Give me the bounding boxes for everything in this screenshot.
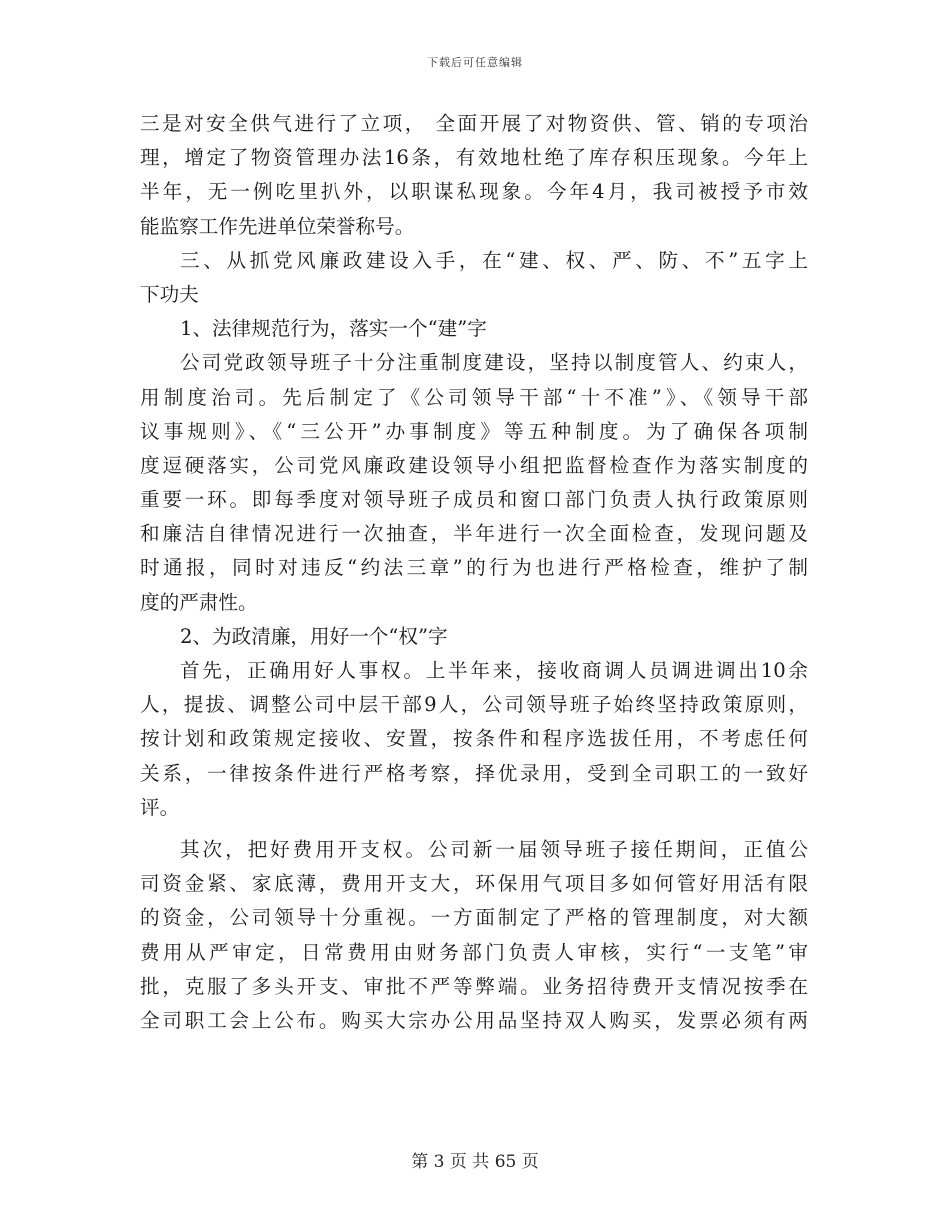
subsection-heading: 2、为政清廉，用好一个“权”字 xyxy=(180,624,448,648)
section-heading: 三、从抓党风廉政建设入手，在“建、权、严、防、不”五字上 xyxy=(180,248,808,272)
text-line: 三是对安全供气进行了立项， 全面开展了对物资供、管、销的专项治 xyxy=(140,112,808,135)
section-heading-continued: 下功夫 xyxy=(140,282,199,306)
text-line: 按计划和政策规定接收、安置，按条件和程序选拔任用，不考虑任何 xyxy=(140,727,808,751)
paragraph-gap xyxy=(140,825,808,833)
text-line: 重要一环。即每季度对领导班子成员和窗口部门负责人执行政策原则 xyxy=(140,488,808,512)
page-header: 下载后可任意编辑 xyxy=(427,56,523,69)
text-line: 其次，把好费用开支权。公司新一届领导班子接任期间，正值公 xyxy=(180,837,808,861)
subsection-heading: 1、法律规范行为，落实一个“建”字 xyxy=(180,317,487,341)
text-line: 度的严肃性。 xyxy=(140,590,258,614)
text-line: 度逗硬落实，公司党风廉政建设领导小组把监督检查作为落实制度的 xyxy=(140,453,808,477)
text-line: 公司党政领导班子十分注重制度建设，坚持以制度管人、约束人， xyxy=(180,351,808,375)
text-line: 时通报，同时对违反“约法三章”的行为也进行严格检查，维护了制 xyxy=(140,556,808,580)
text-line: 议事规则》、《“三公开”办事制度》等五种制度。为了确保各项制 xyxy=(140,419,808,443)
text-line: 能监察工作先进单位荣誉称号。 xyxy=(140,214,415,238)
text-line: 费用从严审定，日常费用由财务部门负责人审核，实行“一支笔”审 xyxy=(140,940,808,964)
text-line: 理，增定了物资管理办法16条，有效地杜绝了库存积压现象。今年上 xyxy=(140,146,808,170)
text-line: 评。 xyxy=(140,795,180,819)
text-line: 的资金，公司领导十分重视。一方面制定了严格的管理制度，对大额 xyxy=(140,906,808,930)
text-line: 关系，一律按条件进行严格考察，择优录用，受到全司职工的一致好 xyxy=(140,761,808,785)
text-line: 半年，无一例吃里扒外，以职谋私现象。今年4月，我司被授予市效 xyxy=(140,180,808,204)
text-line: 和廉洁自律情况进行一次抽查，半年进行一次全面检查，发现问题及 xyxy=(140,522,808,546)
text-line: 全司职工会上公布。购买大宗办公用品坚持双人购买，发票必须有两 xyxy=(140,1008,808,1032)
text-line: 司资金紧、家底薄，费用开支大，环保用气项目多如何管好用活有限 xyxy=(140,872,808,896)
text-line: 批，克服了多头开支、审批不严等弊端。业务招待费开支情况按季在 xyxy=(140,974,808,998)
page-number: 第 3 页 共 65 页 xyxy=(411,1152,539,1172)
text-line: 用制度治司。先后制定了《公司领导干部“十不准”》、《领导干部 xyxy=(140,385,808,409)
text-line: 首先，正确用好人事权。上半年来，接收商调人员调进调出10余 xyxy=(180,659,808,682)
document-body xyxy=(140,107,808,1038)
text-line: 人，提拔、调整公司中层干部9人，公司领导班子始终坚持政策原则， xyxy=(140,693,808,717)
